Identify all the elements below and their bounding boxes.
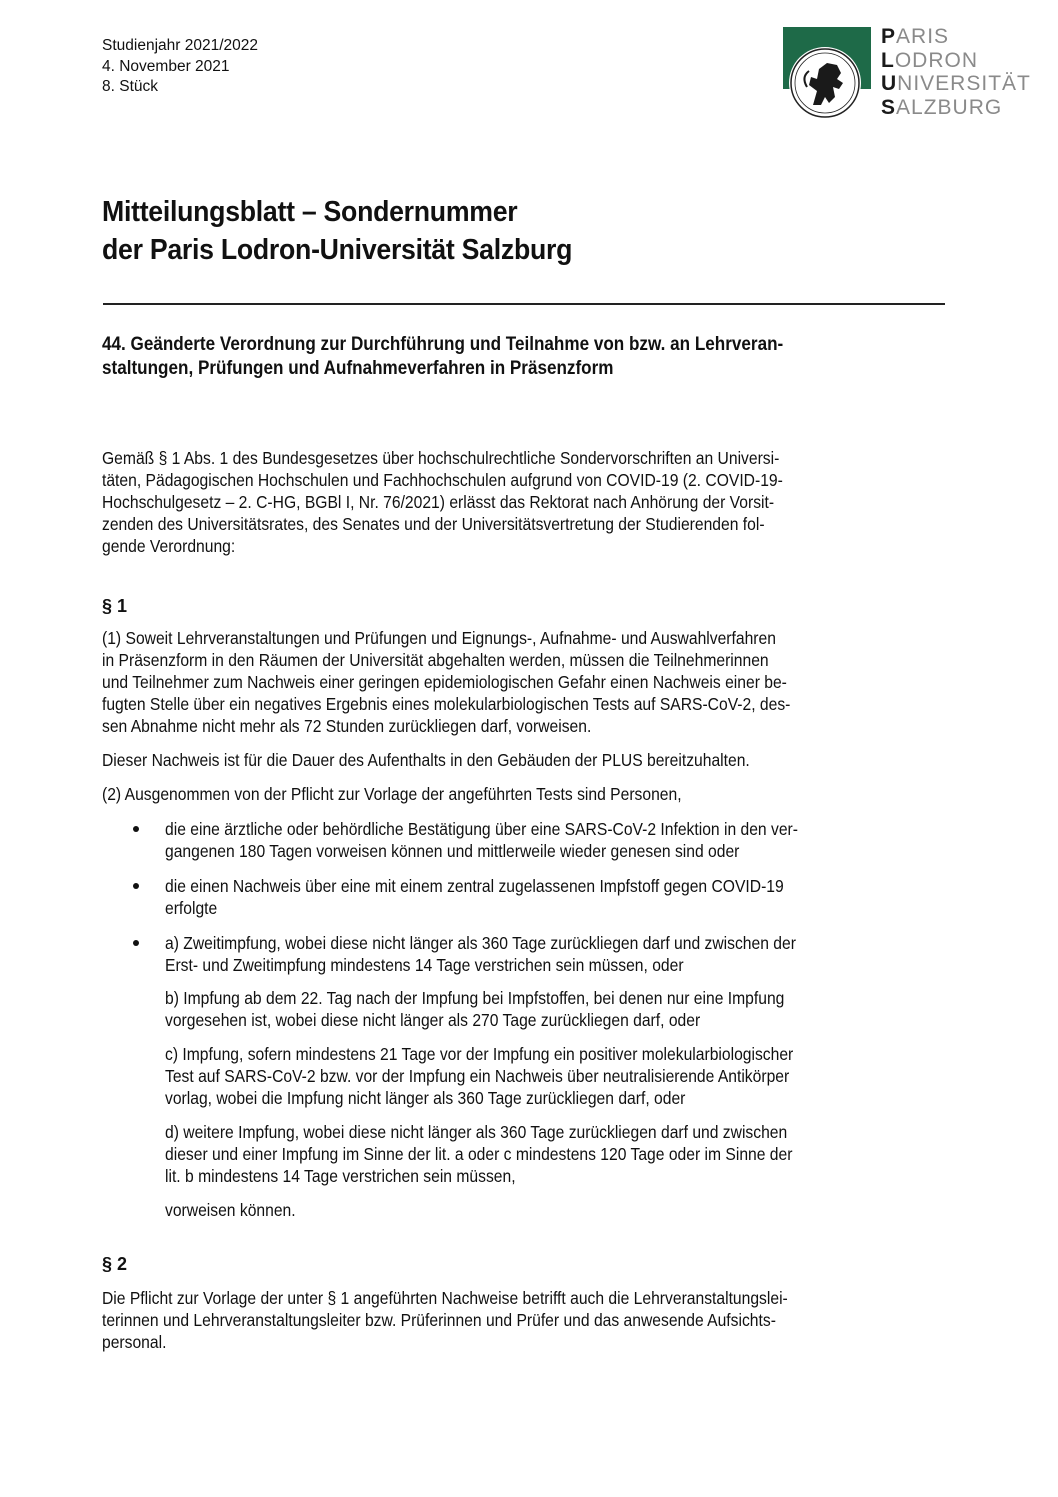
university-logo [783,27,1048,127]
section-1-paragraph-1: (1) Soweit Lehrveranstaltungen und Prüfungen und Eignungs-, Aufnahme- und Auswahlverfahren in Präsenzform in den Räumen der Universität abgehalten werden, müssen die Teilnehmerinnen und Teilnehmer zum Nachweis einer geringen epidemiologischen Gefahr einen Nachweis einer be- fugten Stelle über ein negatives Ergebnis eines molekularbiologischen Tests auf SARS-CoV-2, des- sen Abnahme nicht mehr als 72 Stunden zurückliegen darf, vorweisen. [102,628,791,736]
ordinance-title: 44. Geänderte Verordnung zur Durchführung und Teilnahme von bzw. an Lehrveran- staltungen, Prüfungen und Aufnahmeverfahren in Präsenzform [102,334,784,379]
academic-year: Studienjahr 2021/2022 [102,37,258,54]
section-1-heading: § 1 [102,596,128,616]
document-title: Mitteilungsblatt – Sondernummer der Paris Lodron-Universität Salzburg [102,196,573,266]
logo-wordmark: PARIS LODRON UNIVERSITÄT SALZBURG [881,25,1031,119]
bullet-icon [133,940,139,946]
preamble: Gemäß § 1 Abs. 1 des Bundesgesetzes über hochschulrechtliche Sondervorschriften an Universi- täten, Pädagogischen Hochschulen und Fachhochschulen aufgrund von COVID-19 (2. COVID-19- Hochschulgesetz – 2. C-HG, BGBl I, Nr. 76/2021) erlässt das Rektorat nach Anhörung der Vorsit- zenden des Universitätsrates, des Senates und der Universitätsvertretung der Studierenden fol- gende Verordnung: [102,448,783,556]
lion-seal-icon [789,47,861,119]
section-1-paragraph-3: (2) Ausgenommen von der Pflicht zur Vorlage der angeführten Tests sind Personen, [102,784,682,804]
section-2-heading: § 2 [102,1254,128,1274]
exemption-item-d: d) weitere Impfung, wobei diese nicht länger als 360 Tage zurückliegen darf und zwischen dieser und einer Impfung im Sinne der lit. a oder c mindestens 120 Tage oder im Sinne der lit. b mindestens 14 Tage verstrichen sein müssen, [165,1122,793,1186]
exemption-item-recovered: die eine ärztliche oder behördliche Bestätigung über eine SARS-CoV-2 Infektion in den ver- gangenen 180 Tagen vorweisen können und mittlerweile wieder genesen sind oder [165,819,798,861]
exemption-item-b: b) Impfung ab dem 22. Tag nach der Impfung bei Impfstoffen, bei denen nur eine Impfung vorgesehen ist, wobei diese nicht länger als 270 Tage zurückliegen darf, oder [165,988,785,1030]
bullet-icon [133,883,139,889]
exemption-item-a: a) Zweitimpfung, wobei diese nicht länger als 360 Tage zurückliegen darf und zwischen der Erst- und Zweitimpfung mindestens 14 Tage verstrichen sein müssen, oder [165,933,796,975]
exemption-item-c: c) Impfung, sofern mindestens 21 Tage vor der Impfung ein positiver molekularbiologischer Test auf SARS-CoV-2 bzw. vor der Impfung ein Nachweis über neutralisierende Antikörper vorlag, wobei die Impfung nicht länger als 360 Tage zurückliegen darf, oder [165,1044,794,1108]
section-1-closing: vorweisen können. [165,1200,296,1220]
issue-meta [102,36,258,98]
title-divider [103,303,945,305]
bullet-icon [133,826,139,832]
issue-number: 8. Stück [102,78,158,95]
section-1-paragraph-2: Dieser Nachweis ist für die Dauer des Aufenthalts in den Gebäuden der PLUS bereitzuhalten. [102,750,750,770]
issue-date: 4. November 2021 [102,57,230,75]
exemption-item-vaccinated: die einen Nachweis über eine mit einem zentral zugelassenen Impfstoff gegen COVID-19 erfolgte [165,876,784,918]
section-2-text: Die Pflicht zur Vorlage der unter § 1 angeführten Nachweise betrifft auch die Lehrveranstaltungslei- terinnen und Lehrveranstaltungsleiter bzw. Prüferinnen und Prüfer und das anwesende Aufsichts- personal. [102,1288,788,1352]
